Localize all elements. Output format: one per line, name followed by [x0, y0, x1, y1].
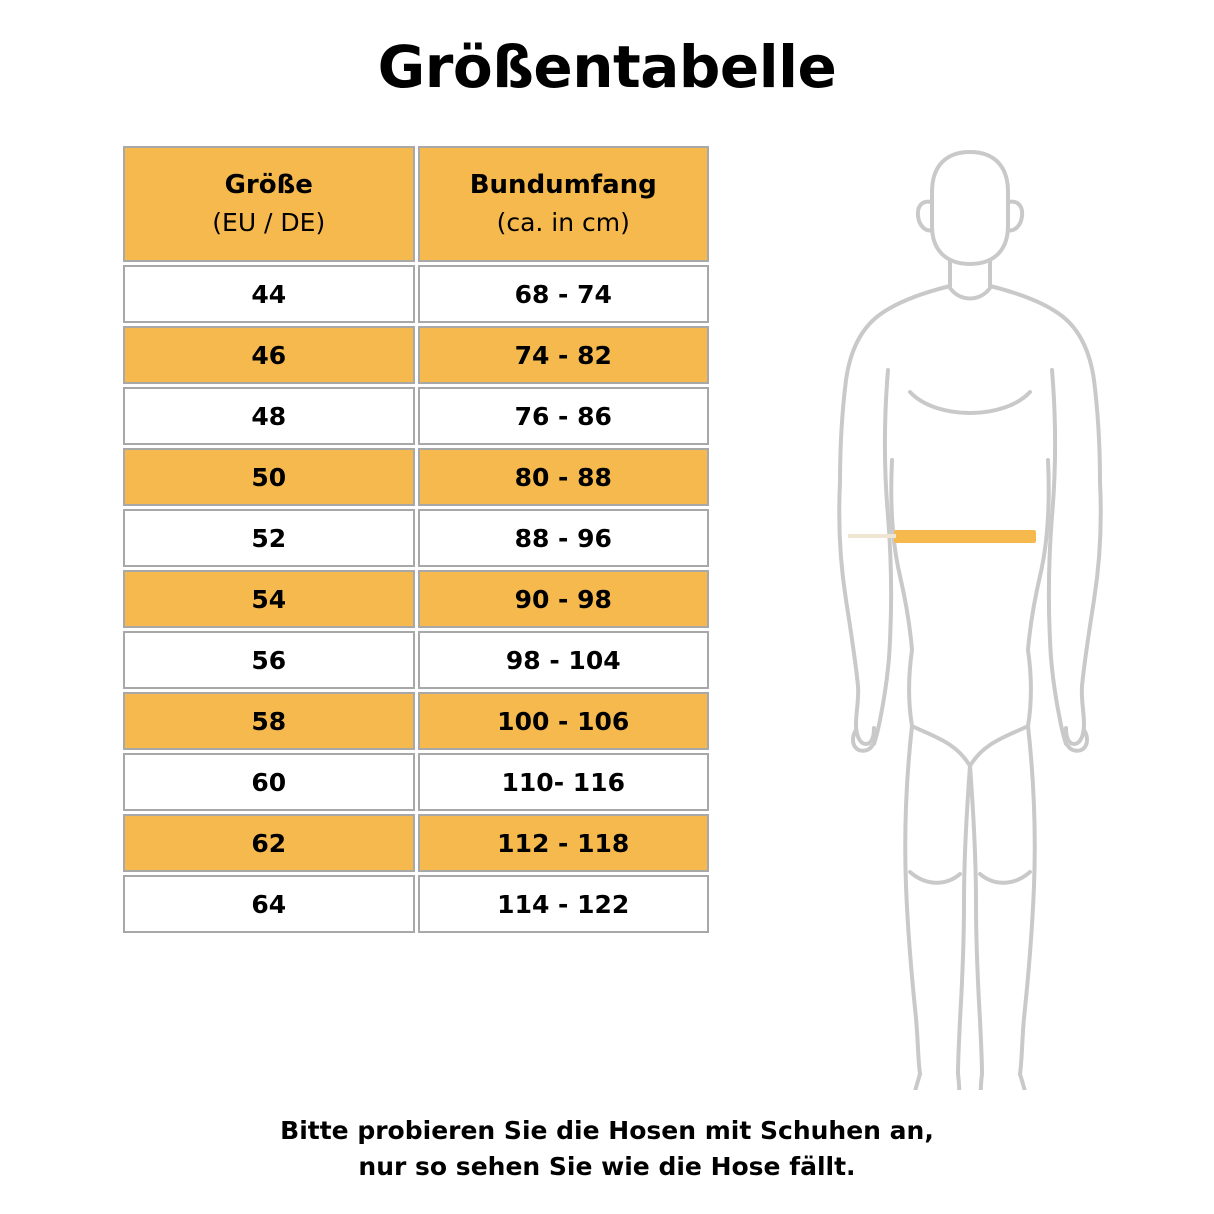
cell-size: 64 [123, 875, 415, 933]
page-title: Größentabelle [377, 33, 837, 101]
header-size-main: Größe [224, 170, 313, 201]
header-cell-size [123, 146, 415, 262]
cell-size: 54 [123, 570, 415, 628]
table-row [123, 570, 709, 628]
table-row [123, 387, 709, 445]
note-line-1: Bitte probieren Sie die Hosen mit Schuhen an, [280, 1116, 934, 1145]
cell-waist: 90 - 98 [418, 570, 710, 628]
cell-size: 48 [123, 387, 415, 445]
table-row [123, 265, 709, 323]
cell-size: 56 [123, 631, 415, 689]
cell-waist: 76 - 86 [418, 387, 710, 445]
table-row [123, 631, 709, 689]
table-row [123, 448, 709, 506]
header-size-sub: (EU / DE) [212, 207, 326, 237]
cell-waist: 100 - 106 [418, 692, 710, 750]
table-row [123, 753, 709, 811]
cell-size: 50 [123, 448, 415, 506]
body-figure [760, 130, 1180, 1090]
cell-size: 58 [123, 692, 415, 750]
male-body-outline-icon [760, 130, 1180, 1090]
table-row [123, 814, 709, 872]
table-row [123, 692, 709, 750]
cell-size: 52 [123, 509, 415, 567]
table-row [123, 875, 709, 933]
cell-waist: 68 - 74 [418, 265, 710, 323]
header-waist-sub: (ca. in cm) [496, 207, 630, 237]
cell-waist: 110- 116 [418, 753, 710, 811]
waist-measure-line-icon [848, 530, 1036, 543]
header-cell-waist [418, 146, 710, 262]
cell-waist: 112 - 118 [418, 814, 710, 872]
size-table-container [120, 143, 712, 936]
table-row [123, 509, 709, 567]
cell-size: 62 [123, 814, 415, 872]
cell-size: 60 [123, 753, 415, 811]
cell-waist: 114 - 122 [418, 875, 710, 933]
cell-size: 46 [123, 326, 415, 384]
header-waist-main: Bundumfang [469, 170, 657, 201]
cell-waist: 98 - 104 [418, 631, 710, 689]
note-line-2: nur so sehen Sie wie die Hose fällt. [358, 1152, 856, 1182]
size-table [120, 143, 712, 936]
cell-waist: 74 - 82 [418, 326, 710, 384]
cell-size: 44 [123, 265, 415, 323]
table-row [123, 326, 709, 384]
cell-waist: 88 - 96 [418, 509, 710, 567]
cell-waist: 80 - 88 [418, 448, 710, 506]
table-header-row [123, 146, 709, 262]
note-text [0, 1113, 1214, 1186]
